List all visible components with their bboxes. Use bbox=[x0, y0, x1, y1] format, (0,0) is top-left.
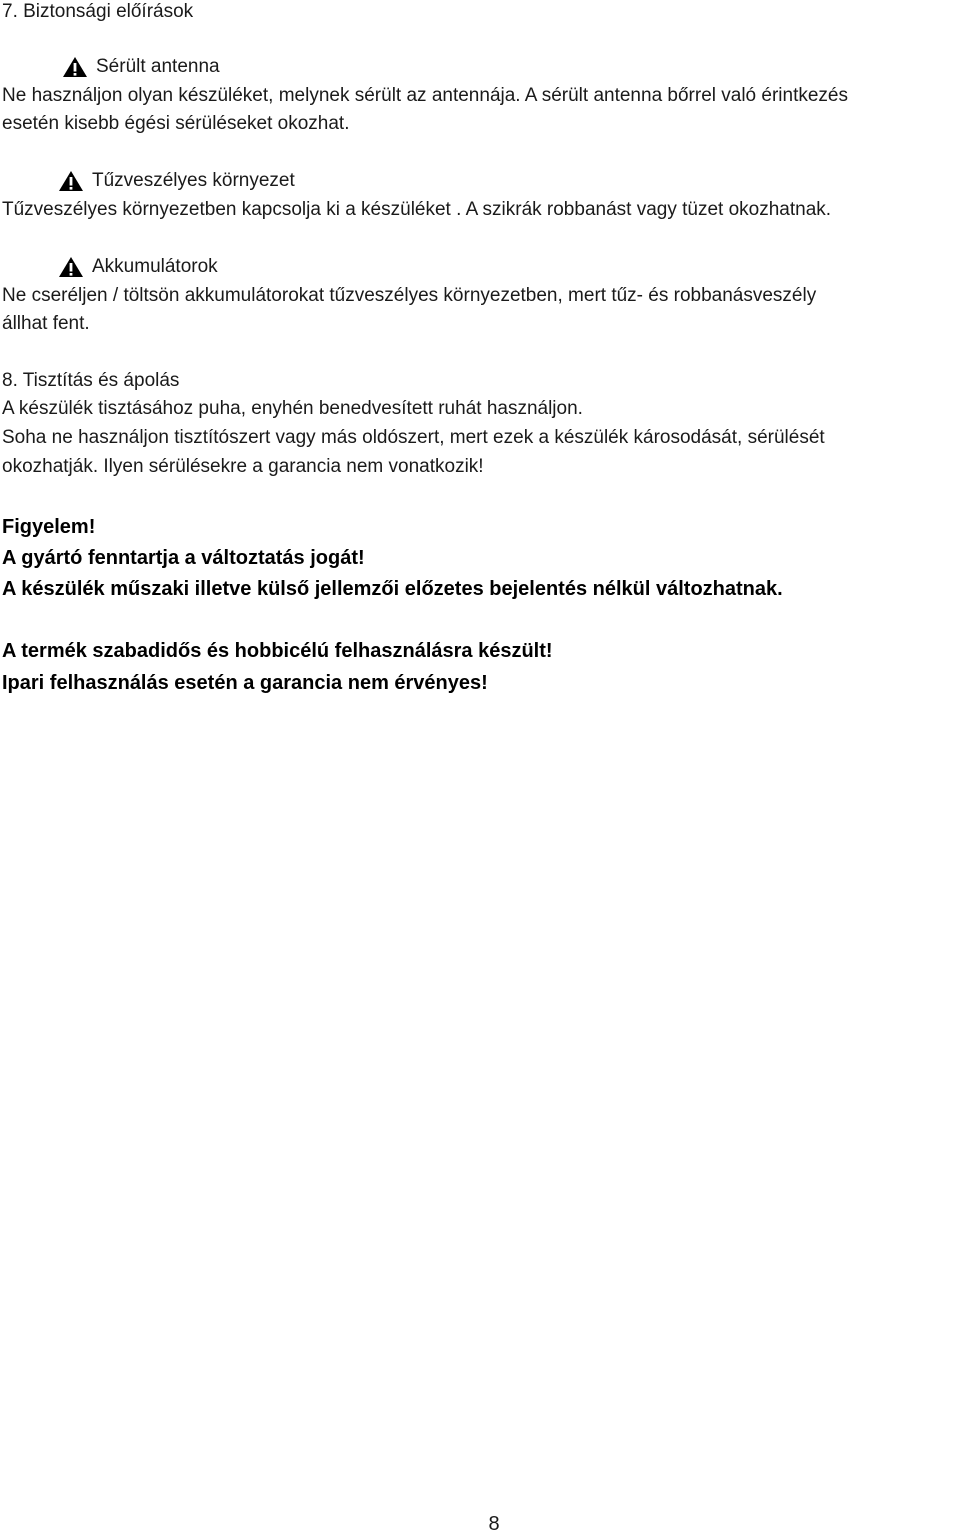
warning-heading-damaged-antenna bbox=[62, 55, 220, 79]
warning-title: Akkumulátorok bbox=[92, 256, 218, 277]
paragraph-line: okozhatják. Ilyen sérülésekre a garancia nem vonatkozik! bbox=[2, 456, 484, 477]
paragraph-line: Ne használjon olyan készüléket, melynek sérült az antennája. A sérült antenna bőrrel való érintkezés bbox=[2, 85, 848, 106]
warning-title: Sérült antenna bbox=[96, 56, 220, 77]
notice-line: A gyártó fenntartja a változtatás jogát! bbox=[2, 547, 365, 569]
warning-heading-flammable-environment bbox=[58, 169, 295, 193]
paragraph-line: esetén kisebb égési sérüléseket okozhat. bbox=[2, 113, 350, 134]
usage-notice-line: Ipari felhasználás esetén a garancia nem érvényes! bbox=[2, 672, 488, 694]
warning-triangle-icon bbox=[62, 56, 88, 78]
paragraph-line: Soha ne használjon tisztítószert vagy más oldószert, mert ezek a készülék károsodását, sérülését bbox=[2, 427, 825, 448]
paragraph-line: Ne cseréljen / töltsön akkumulátorokat tűzveszélyes környezetben, mert tűz- és robbanásveszély bbox=[2, 285, 817, 306]
section-7-heading: 7. Biztonsági előírások bbox=[2, 1, 194, 22]
warning-triangle-icon bbox=[58, 170, 84, 192]
paragraph-line: A készülék tisztásához puha, enyhén benedvesített ruhát használjon. bbox=[2, 398, 583, 419]
warning-heading-batteries bbox=[58, 255, 218, 279]
notice-heading: Figyelem! bbox=[2, 516, 96, 538]
paragraph-line: Tűzveszélyes környezetben kapcsolja ki a készüléket . A szikrák robbanást vagy tüzet okozhatnak. bbox=[2, 199, 832, 220]
warning-title: Tűzveszélyes környezet bbox=[92, 170, 295, 191]
page-number: 8 bbox=[488, 1513, 500, 1535]
section-8-heading: 8. Tisztítás és ápolás bbox=[2, 370, 180, 391]
usage-notice-line: A termék szabadidős és hobbicélú felhasználásra készült! bbox=[2, 640, 553, 662]
warning-triangle-icon bbox=[58, 256, 84, 278]
notice-line: A készülék műszaki illetve külső jellemzői előzetes bejelentés nélkül változhatnak. bbox=[2, 578, 783, 600]
paragraph-line: állhat fent. bbox=[2, 313, 90, 334]
